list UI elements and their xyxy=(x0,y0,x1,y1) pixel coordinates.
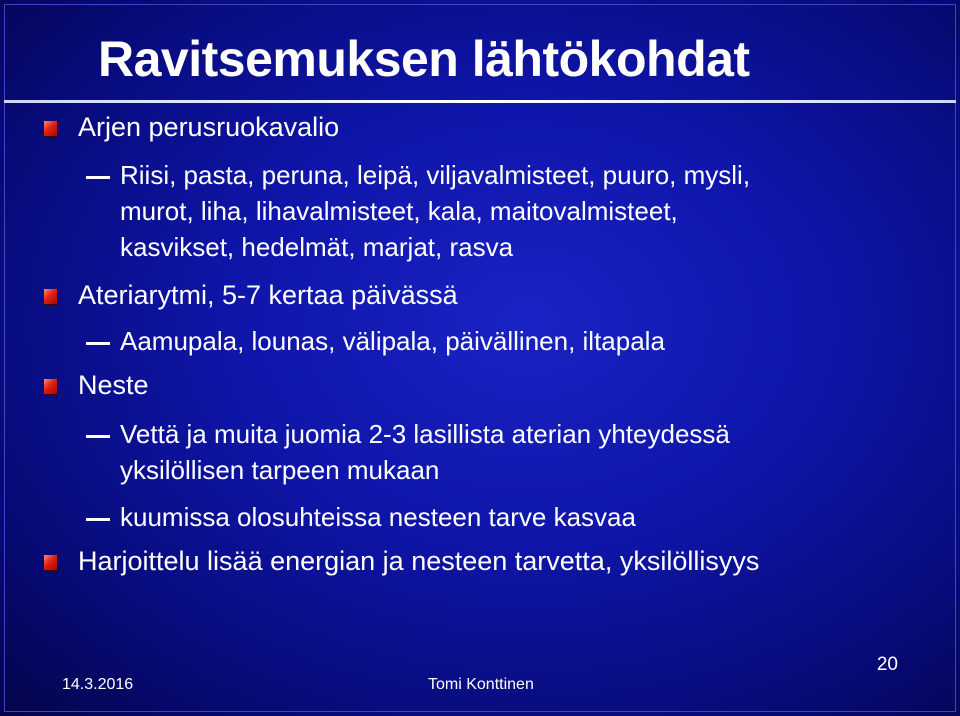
sub-item-3-line-1: Vettä ja muita juomia 2-3 lasillista aterian yhteydessä xyxy=(120,419,730,449)
sub-item-3b-line-1: kuumissa olosuhteissa nesteen tarve kasvaa xyxy=(120,502,636,532)
bullet-item-4: Harjoittelu lisää energian ja nesteen tarvetta, yksilöllisyys xyxy=(78,546,760,576)
red-square-bullet-icon xyxy=(44,121,57,136)
dash-bullet-icon xyxy=(86,176,110,179)
red-square-bullet-icon xyxy=(44,289,57,304)
dash-bullet-icon xyxy=(86,342,110,345)
title-divider xyxy=(4,100,956,103)
sub-item-1-line-3: kasvikset, hedelmät, marjat, rasva xyxy=(120,232,514,262)
red-square-bullet-icon xyxy=(44,555,57,570)
sub-item-2-line-1: Aamupala, lounas, välipala, päivällinen, iltapala xyxy=(120,326,665,356)
sub-item-3-line-2: yksilöllisen tarpeen mukaan xyxy=(120,455,440,485)
footer-author: Tomi Konttinen xyxy=(428,676,534,693)
bullet-item-1: Arjen perusruokavalio xyxy=(78,112,340,142)
bullet-item-2: Ateriarytmi, 5-7 kertaa päivässä xyxy=(78,280,458,310)
page-number: 20 xyxy=(876,654,898,675)
slide-frame xyxy=(4,4,956,712)
slide-title: Ravitsemuksen lähtökohdat xyxy=(98,31,750,87)
dash-bullet-icon xyxy=(86,518,110,521)
sub-item-1-line-2: murot, liha, lihavalmisteet, kala, maitovalmisteet, xyxy=(120,196,678,226)
bullet-item-3: Neste xyxy=(78,370,149,400)
red-square-bullet-icon xyxy=(44,379,57,394)
dash-bullet-icon xyxy=(86,435,110,438)
sub-item-1-line-1: Riisi, pasta, peruna, leipä, viljavalmisteet, puuro, mysli, xyxy=(120,160,751,190)
footer-date: 14.3.2016 xyxy=(62,676,134,693)
